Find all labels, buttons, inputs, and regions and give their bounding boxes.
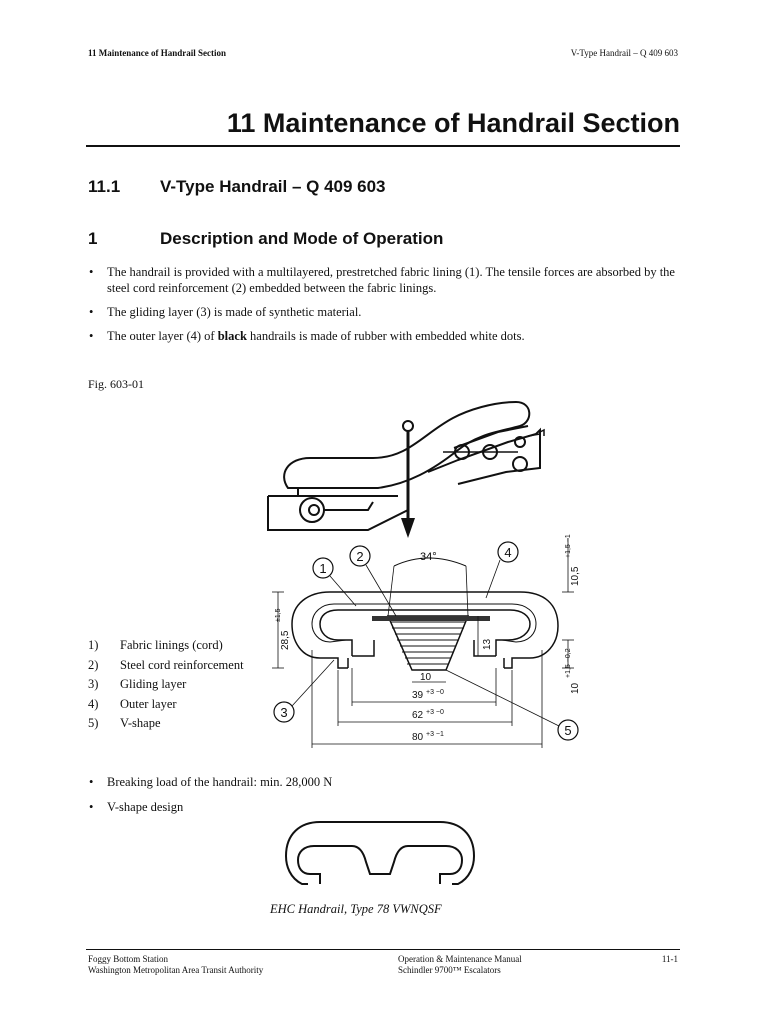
legend-item: 3) Gliding layer — [88, 677, 187, 692]
title-divider — [86, 145, 680, 147]
callout-3: 3 — [280, 705, 288, 720]
legend-item: 2) Steel cord reinforcement — [88, 657, 244, 672]
figure-caption: EHC Handrail, Type 78 VWNQSF — [270, 902, 442, 916]
figure-legend — [88, 636, 244, 734]
spec-list — [88, 774, 688, 823]
list-item: • The gliding layer (3) is made of synthetic material. — [89, 305, 362, 319]
subsection-title: Description and Mode of Operation — [160, 229, 444, 248]
dim-10-label: 10 — [420, 672, 432, 683]
callout-5: 5 — [564, 723, 572, 738]
callout-2: 2 — [356, 549, 364, 564]
section-title: V-Type Handrail – Q 409 603 — [160, 177, 386, 196]
page-number: 11-1 — [661, 954, 678, 964]
description-list — [88, 264, 688, 352]
dim-top-tolerance: +1,5 −1 — [565, 534, 572, 558]
dim-side-tolerance: +1,5 −0,2 — [565, 648, 572, 678]
dim-height-label: 28,5 — [280, 630, 291, 650]
callout-4: 4 — [504, 545, 512, 560]
dim-height-tolerance: ±1,5 — [275, 608, 282, 622]
section-number: 11.1 — [88, 177, 121, 196]
running-header-chapter: 11 Maintenance of Handrail Section — [88, 48, 226, 58]
footer-divider — [86, 949, 680, 950]
list-item: • V-shape design — [89, 800, 184, 814]
footer-manual: Operation & Maintenance Manual Schindler 9700™ Escalators — [398, 954, 522, 975]
dim-39-tolerance: +3 −0 — [426, 689, 444, 696]
running-header-part: V-Type Handrail – Q 409 603 — [570, 48, 678, 58]
page-title: 11 Maintenance of Handrail Section — [226, 108, 680, 138]
legend-item: 4) Outer layer — [88, 696, 177, 711]
dim-62-label: 62 — [412, 710, 424, 721]
dim-v-label: 13 — [482, 638, 493, 650]
handrail-cross-section-drawing — [268, 530, 598, 752]
dim-80-label: 80 — [412, 732, 424, 743]
dim-39-label: 39 — [412, 690, 424, 701]
v-shape-profile-drawing — [280, 818, 480, 888]
list-item: • The handrail is provided with a multilayered, prestretched fabric lining (1). The tensile forces are absorbed by the steel cord reinforcement (2) embedded between the fabric linings. — [89, 265, 675, 295]
dim-side-label: 10 — [570, 682, 581, 694]
dim-top-label: 10,5 — [570, 566, 581, 586]
dim-80-tolerance: +3 −1 — [426, 731, 444, 738]
footer-location: Foggy Bottom Station Washington Metropolitan Area Transit Authority — [88, 954, 264, 975]
list-item: • The outer layer (4) of black handrails is made of rubber with embedded white dots. — [89, 329, 525, 343]
list-item: • Breaking load of the handrail: min. 28,000 N — [89, 775, 333, 789]
angle-label: 34° — [420, 551, 437, 563]
escalator-handrail-drawing — [258, 392, 598, 552]
subsection-number: 1 — [88, 229, 98, 248]
legend-item: 5) V-shape — [88, 716, 161, 731]
legend-item: 1) Fabric linings (cord) — [88, 638, 223, 652]
callout-1: 1 — [319, 561, 327, 576]
figure-label: Fig. 603-01 — [88, 377, 145, 391]
dim-62-tolerance: +3 −0 — [426, 709, 444, 716]
